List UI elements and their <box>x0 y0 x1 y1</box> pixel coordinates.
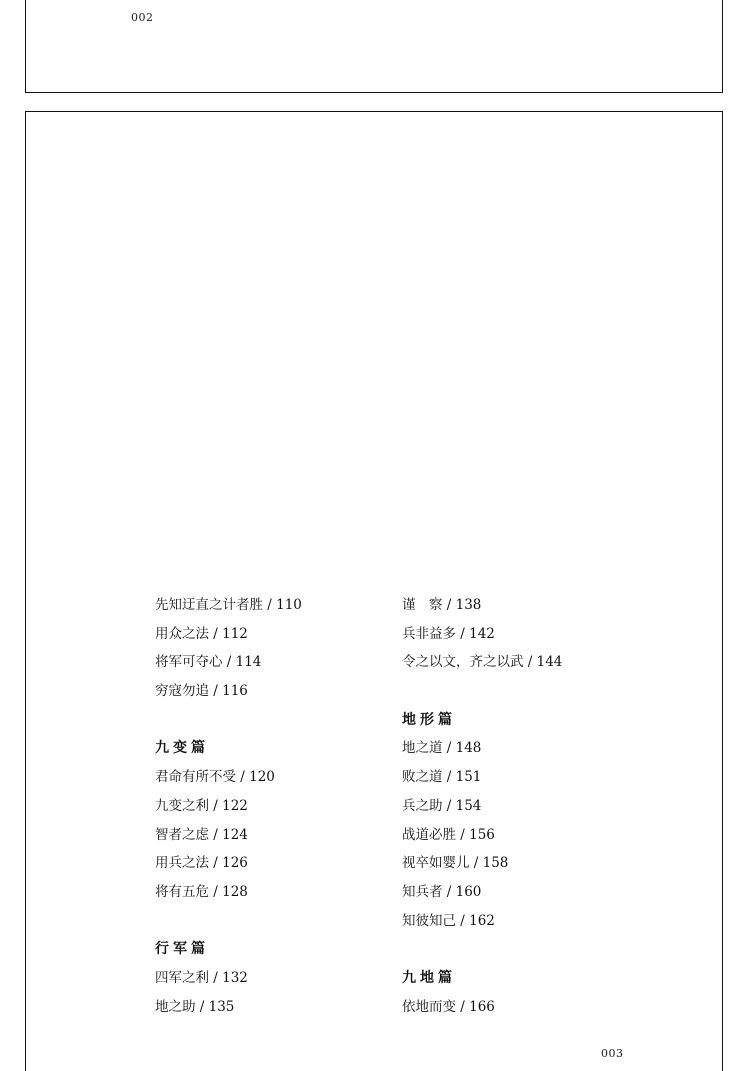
toc-entry: 兵之助 / 154 <box>402 797 482 814</box>
toc-entry: 兵非益多 / 142 <box>402 625 495 642</box>
toc-entry: 谨 察 / 138 <box>402 597 482 613</box>
toc-entry: 视卒如婴儿 / 158 <box>402 855 509 872</box>
toc-spacer <box>402 935 642 964</box>
toc-entry: 将有五危 / 128 <box>155 883 248 900</box>
toc-entry: 地之道 / 148 <box>402 740 482 757</box>
toc-entry: 用众之法 / 112 <box>155 625 248 642</box>
toc-section-heading: 地形篇 <box>402 711 456 728</box>
toc-right-column <box>402 591 642 1021</box>
toc-entry: 君命有所不受 / 120 <box>155 769 275 786</box>
page-number: 003 <box>601 1047 624 1060</box>
toc-entry: 用兵之法 / 126 <box>155 855 248 872</box>
toc-section-heading: 行军篇 <box>155 941 209 958</box>
toc-entry: 先知迂直之计者胜 / 110 <box>155 597 302 613</box>
toc-entry: 智者之虑 / 124 <box>155 826 248 843</box>
toc-section-heading: 九地篇 <box>402 969 456 986</box>
toc-entry: 依地而变 / 166 <box>402 998 495 1015</box>
toc-spacer <box>155 907 395 936</box>
toc-entry: 知兵者 / 160 <box>402 883 482 900</box>
bottom-page <box>25 111 723 1071</box>
toc-section-heading: 九变篇 <box>155 740 209 757</box>
toc-entry: 令之以文，齐之以武 / 144 <box>402 654 563 671</box>
toc-entry: 九变之利 / 122 <box>155 797 248 814</box>
toc-entry: 知彼知己 / 162 <box>402 912 495 929</box>
toc-entry: 四军之利 / 132 <box>155 969 248 986</box>
toc-entry: 穷寇勿追 / 116 <box>155 683 248 700</box>
toc-entry: 战道必胜 / 156 <box>402 826 495 843</box>
toc-entry: 败之道 / 151 <box>402 769 482 786</box>
toc-spacer <box>155 706 395 735</box>
top-page <box>25 0 723 93</box>
toc-entry: 地之助 / 135 <box>155 998 235 1015</box>
toc-entry: 将军可夺心 / 114 <box>155 654 262 671</box>
toc-left-column <box>155 591 395 1021</box>
toc-spacer <box>402 677 642 706</box>
page-number: 002 <box>131 11 154 24</box>
